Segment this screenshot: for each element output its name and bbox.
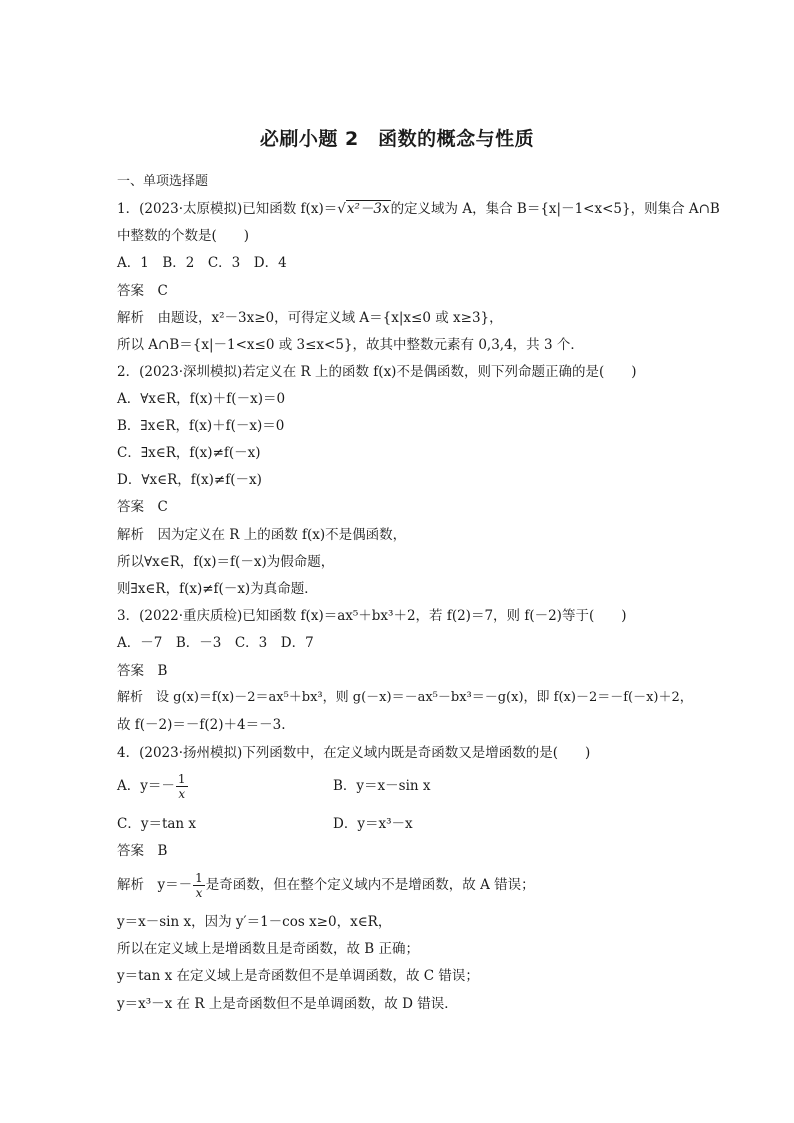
section-heading: 一、单项选择题: [117, 174, 209, 189]
q1-stem-b: 的定义域为 A，集合 B＝{x|－1<x<5}，则集合 A∩B: [390, 201, 720, 217]
fraction-numerator: 1: [177, 772, 186, 786]
q4-option-c: C．y＝tan x: [117, 816, 197, 832]
fraction-denominator: x: [195, 886, 203, 900]
q4-option-d: D．y＝x³－x: [333, 816, 413, 832]
q4-exp1-suffix: 是奇函数，但在整个定义域内不是增函数，故 A 错误；: [205, 877, 535, 893]
q4-exp1-prefix: 解析 y＝－: [117, 877, 193, 893]
fraction: [176, 772, 188, 801]
page-title: 必刷小题 2 函数的概念与性质: [259, 128, 535, 150]
q2-answer: 答案 C: [117, 499, 168, 515]
q4-explanation-2: y＝x－sin x，因为 y′＝1－cos x≥0，x∈R，: [117, 914, 392, 930]
q3-explanation-1: 解析 设 g(x)＝f(x)－2＝ax⁵＋bx³，则 g(－x)＝－ax⁵－bx³＝－g(x)，即 f(x)－2＝－f(－x)＋2，: [117, 690, 693, 705]
q4-option-a: [117, 771, 189, 801]
q1-stem-line2: 中整数的个数是( ): [117, 228, 250, 244]
q2-explanation-1: 解析 因为定义在 R 上的函数 f(x)不是偶函数，: [117, 527, 407, 543]
fraction: [193, 871, 205, 900]
q3-answer: 答案 B: [117, 663, 168, 679]
q3-options: A．－7 B．－3 C．3 D．7: [117, 635, 314, 651]
q4-explanation-1: [117, 870, 535, 900]
q2-option-a: A．∀x∈R，f(x)＋f(－x)＝0: [117, 391, 286, 407]
q2-option-d: D．∀x∈R，f(x)≠f(－x): [117, 472, 262, 488]
sqrt-symbol: √x²－3x: [337, 201, 390, 217]
q2-explanation-3: 则∃x∈R，f(x)≠f(－x)为真命题．: [117, 581, 318, 597]
q3-explanation-2: 故 f(－2)＝－f(2)＋4＝－3.: [117, 717, 286, 733]
q4-explanation-3: 所以在定义域上是增函数且是奇函数，故 B 正确；: [117, 941, 420, 957]
q1-stem-line1: [117, 199, 720, 219]
q4-explanation-5: y＝x³－x 在 R 上是奇函数但不是单调函数，故 D 错误．: [117, 996, 458, 1012]
q1-explanation-1: 解析 由题设，x²－3x≥0，可得定义域 A＝{x|x≤0 或 x≥3}，: [117, 310, 503, 326]
q2-option-b: B．∃x∈R，f(x)＋f(－x)＝0: [117, 418, 285, 434]
q2-stem: 2．(2023·深圳模拟)若定义在 R 上的函数 f(x)不是偶函数，则下列命题正确的是( ): [117, 364, 637, 380]
q1-explanation-2: 所以 A∩B＝{x|－1<x≤0 或 3≤x<5}，故其中整数元素有 0,3,4，共 3 个．: [117, 337, 584, 353]
q1-answer: 答案 C: [117, 283, 168, 299]
fraction-denominator: x: [178, 787, 186, 801]
q4-answer: 答案 B: [117, 843, 168, 859]
q1-stem-a: 1．(2023·太原模拟)已知函数 f(x)＝: [117, 201, 338, 217]
q4-option-a-prefix: A．y＝－: [117, 778, 175, 794]
q1-options: A．1 B．2 C．3 D．4: [117, 255, 287, 271]
q2-explanation-2: 所以∀x∈R，f(x)＝f(－x)为假命题，: [117, 554, 335, 570]
q4-option-b: B．y＝x－sin x: [333, 778, 431, 794]
q3-stem: 3．(2022·重庆质检)已知函数 f(x)＝ax⁵＋bx³＋2，若 f(2)＝7，则 f(－2)等于( ): [117, 608, 627, 624]
q2-option-c: C．∃x∈R，f(x)≠f(－x): [117, 445, 261, 461]
q1-sqrt-content: x²－3x: [346, 201, 390, 217]
q4-stem: 4．(2023·扬州模拟)下列函数中，在定义域内既是奇函数又是增函数的是( ): [117, 745, 591, 761]
fraction-numerator: 1: [195, 871, 203, 885]
q4-explanation-4: y＝tan x 在定义域上是奇函数但不是单调函数，故 C 错误；: [117, 968, 479, 984]
